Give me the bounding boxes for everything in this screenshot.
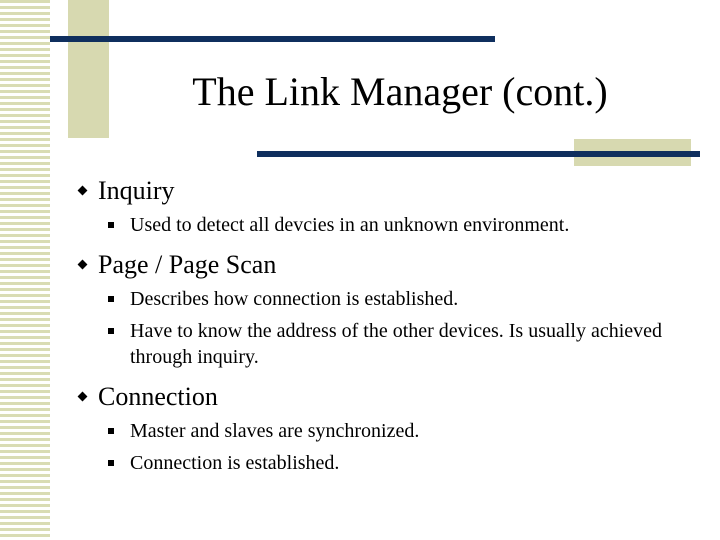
sub-bullet-item xyxy=(78,418,698,444)
sub-bullet-text: Master and slaves are synchronized. xyxy=(130,420,420,442)
sub-bullet-text: Connection is established. xyxy=(130,452,340,474)
sub-bullet-item xyxy=(78,286,698,312)
decorative-navy-bar-bottom xyxy=(257,151,700,157)
sub-bullet-item xyxy=(78,212,698,238)
bullet-text: Connection xyxy=(98,382,218,411)
sub-bullet-text: Used to detect all devcies in an unknown environment. xyxy=(130,214,570,236)
square-bullet-icon xyxy=(108,296,114,302)
bullet-item-page-scan xyxy=(78,248,698,282)
decorative-khaki-block-top xyxy=(68,0,109,138)
decorative-stripe-column xyxy=(0,0,50,540)
sub-bullet-item xyxy=(78,318,698,370)
sub-bullet-text: Have to know the address of the other devices. Is usually achieved through inquiry. xyxy=(130,320,663,368)
diamond-bullet-icon xyxy=(78,260,88,270)
diamond-bullet-icon xyxy=(78,392,88,402)
slide-body xyxy=(78,174,698,476)
square-bullet-icon xyxy=(108,222,114,228)
square-bullet-icon xyxy=(108,328,114,334)
slide-title: The Link Manager (cont.) xyxy=(192,69,608,114)
bullet-item-inquiry xyxy=(78,174,698,208)
bullet-text: Inquiry xyxy=(98,176,175,205)
sub-bullet-item xyxy=(78,450,698,476)
bullet-item-connection xyxy=(78,380,698,414)
diamond-bullet-icon xyxy=(78,186,88,196)
sub-bullet-text: Describes how connection is established. xyxy=(130,288,459,310)
bullet-text: Page / Page Scan xyxy=(98,250,277,279)
square-bullet-icon xyxy=(108,460,114,466)
decorative-navy-bar-top xyxy=(50,36,495,42)
square-bullet-icon xyxy=(108,428,114,434)
